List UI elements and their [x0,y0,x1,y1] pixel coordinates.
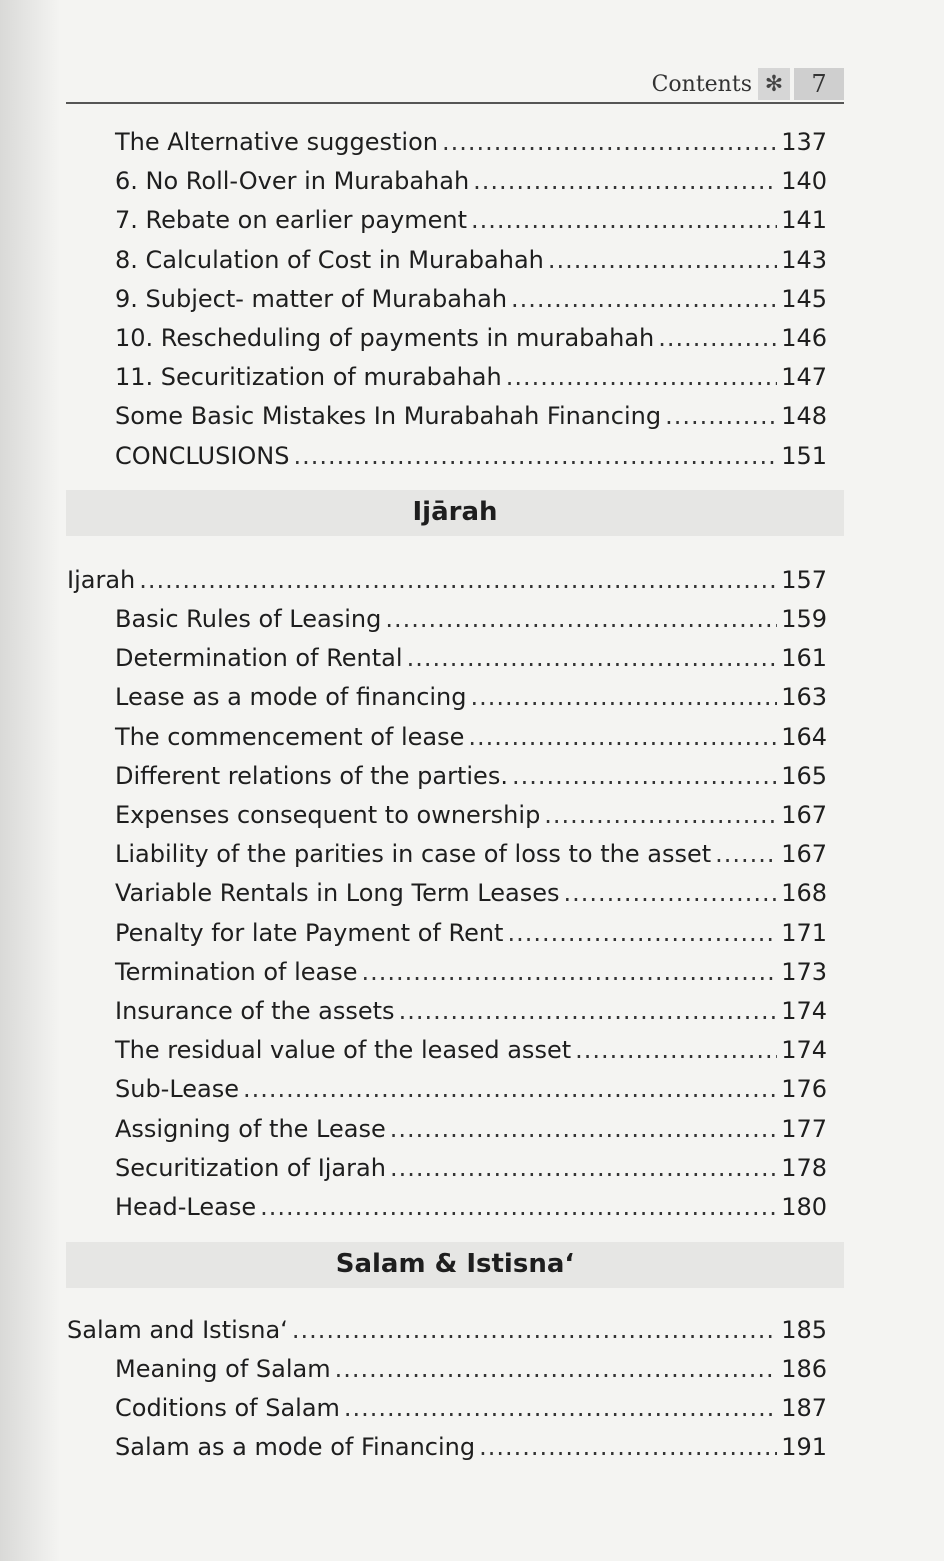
toc-entry[interactable] [115,1105,827,1144]
dot-leader [390,1153,777,1183]
dot-leader [139,565,777,595]
toc-entry-page: 187 [781,1394,827,1423]
dot-leader [544,800,777,830]
toc-entry-page: 180 [781,1193,827,1221]
dot-leader [715,839,777,869]
dot-leader [473,166,777,196]
dot-leader [479,1432,777,1462]
dot-leader [471,682,778,712]
dot-leader [468,722,777,752]
toc-entry-label: 8. Calculation of Cost in Murabahah [115,245,544,274]
toc-entry-page: 143 [781,245,827,274]
ornament-icon: ✻ [758,68,790,100]
dot-leader [399,996,778,1026]
toc-entry-page: 140 [781,167,827,196]
toc-entry-label: Ijarah [67,566,136,594]
toc-entry-page: 137 [781,128,827,156]
toc-entry-page: 185 [781,1316,827,1344]
toc-entry-label: Sub-Lease [115,1075,240,1104]
toc-entry-label: Insurance of the assets [115,997,395,1025]
toc-entry[interactable] [115,275,827,314]
toc-entry-label: The residual value of the leased asset [115,1036,572,1065]
toc-entry-label: Securitization of Ijarah [115,1153,386,1182]
toc-entry-label: Termination of lease [115,957,358,986]
dot-leader [442,127,777,157]
toc-entry-label: Coditions of Salam [115,1394,340,1423]
toc-entry-label: 6. No Roll-Over in Murabahah [115,167,470,196]
dot-leader [362,957,778,987]
toc-entry-label: Salam and Istisna‘ [67,1316,288,1344]
toc-entry[interactable] [115,869,827,908]
toc-entry-label: Liability of the parities in case of loss to the asset [115,840,712,869]
section-title-salam: Salam & Istisna‘ [335,1249,575,1279]
toc-entry-label: Determination of Rental [115,644,403,673]
toc-entry-ijarah[interactable] [67,556,827,595]
page-edge-shadow [0,0,60,1561]
toc-entry-label: Variable Rentals in Long Term Leases [115,879,560,908]
toc-entry-salam[interactable] [67,1306,827,1345]
toc-entry[interactable] [115,830,827,869]
toc-entry-page: 176 [781,1075,827,1104]
toc-entry[interactable] [115,595,827,634]
toc-entry-page: 168 [781,879,827,908]
dot-leader [344,1393,777,1423]
toc-entry-label: 11. Securitization of murabahah [115,363,502,392]
dot-leader [575,1035,777,1065]
toc-entry[interactable] [115,314,827,353]
dot-leader [335,1354,778,1384]
toc-entry-label: The commencement of lease [115,722,465,751]
dot-leader [548,245,777,275]
toc-entry[interactable] [115,353,827,392]
toc-entry-page: 161 [781,644,827,673]
toc-entry-page: 145 [781,284,827,313]
toc-entry-label: Different relations of the parties. [115,761,508,790]
toc-entry[interactable] [115,236,827,275]
dot-leader [506,362,777,392]
toc-entry-label: 9. Subject- matter of Murabahah [115,284,508,313]
dot-leader [407,643,778,673]
toc-entry-label: Lease as a mode of financing [115,683,467,712]
toc-entry-label: Basic Rules of Leasing [115,605,382,633]
toc-entry[interactable] [115,157,827,196]
section-title-ijarah: Ijārah [412,497,498,527]
toc-entry-page: 186 [781,1355,827,1383]
toc-entry-page: 148 [781,402,827,431]
toc-entry[interactable] [115,752,827,791]
toc-entry-label: Some Basic Mistakes In Murabahah Financing [115,402,662,431]
toc-entry[interactable] [115,196,827,235]
toc-entry[interactable] [115,948,827,987]
toc-entry-page: 167 [781,840,827,869]
toc-entry[interactable] [115,1144,827,1183]
toc-entry-page: 141 [781,206,827,235]
dot-leader [292,1315,777,1345]
toc-entry[interactable] [115,673,827,712]
toc-entry-page: 165 [781,761,827,790]
toc-entry-page: 167 [781,801,827,829]
dot-leader [507,918,777,948]
toc-entry-label: Expenses consequent to ownership [115,801,541,829]
toc-entry[interactable] [115,1183,827,1222]
toc-entry-label: CONCLUSIONS [115,441,290,470]
toc-entry-label: Penalty for late Payment of Rent [115,918,504,947]
toc-entry-label: Assigning of the Lease [115,1114,386,1143]
dot-leader [385,604,777,634]
toc-entry-label: Salam as a mode of Financing [115,1433,476,1462]
toc-entry-page: 164 [781,722,827,751]
dot-leader [658,323,777,353]
toc-entry-page: 171 [781,918,827,947]
toc-entry-page: 177 [781,1114,827,1143]
toc-entry-page: 174 [781,1036,827,1065]
toc-entry-page: 163 [781,683,827,712]
header-title: Contents [651,72,752,97]
toc-entry-page: 178 [781,1153,827,1182]
toc-entry-label: The Alternative suggestion [115,128,438,156]
toc-entry[interactable] [115,118,827,157]
toc-entry[interactable] [115,791,827,830]
dot-leader [511,284,777,314]
toc-entry-label: Meaning of Salam [115,1355,331,1383]
toc-entry-page: 147 [781,363,827,392]
dot-leader [243,1074,777,1104]
toc-entry-label: 10. Rescheduling of payments in murabahah [115,324,655,352]
dot-leader [665,401,777,431]
toc-entry[interactable] [115,713,827,752]
dot-leader [471,205,777,235]
toc-entry-label: 7. Rebate on earlier payment [115,206,468,235]
toc-entry[interactable] [115,909,827,948]
toc-entry-page: 191 [781,1433,827,1462]
toc-entry[interactable] [115,1065,827,1104]
toc-entry[interactable] [115,634,827,673]
toc-entry[interactable] [115,392,827,431]
dot-leader [512,761,777,791]
page-header [66,66,844,104]
dot-leader [390,1114,777,1144]
toc-entry-page: 173 [781,957,827,986]
toc-entry-page: 159 [781,605,827,633]
toc-entry[interactable] [115,987,827,1026]
dot-leader [564,878,778,908]
toc-entry[interactable] [115,432,827,471]
toc-entry[interactable] [115,1384,827,1423]
toc-entry-page: 157 [781,566,827,594]
dot-leader [294,441,778,471]
toc-entry-label: Head-Lease [115,1193,257,1221]
toc-entry-page: 151 [781,441,827,470]
toc-entry[interactable] [115,1026,827,1065]
page-number: 7 [794,68,844,100]
toc-entry-page: 146 [781,324,827,352]
toc-entry[interactable] [115,1423,827,1462]
toc-entry-page: 174 [781,997,827,1025]
toc-entry[interactable] [115,1345,827,1384]
dot-leader [260,1192,777,1222]
